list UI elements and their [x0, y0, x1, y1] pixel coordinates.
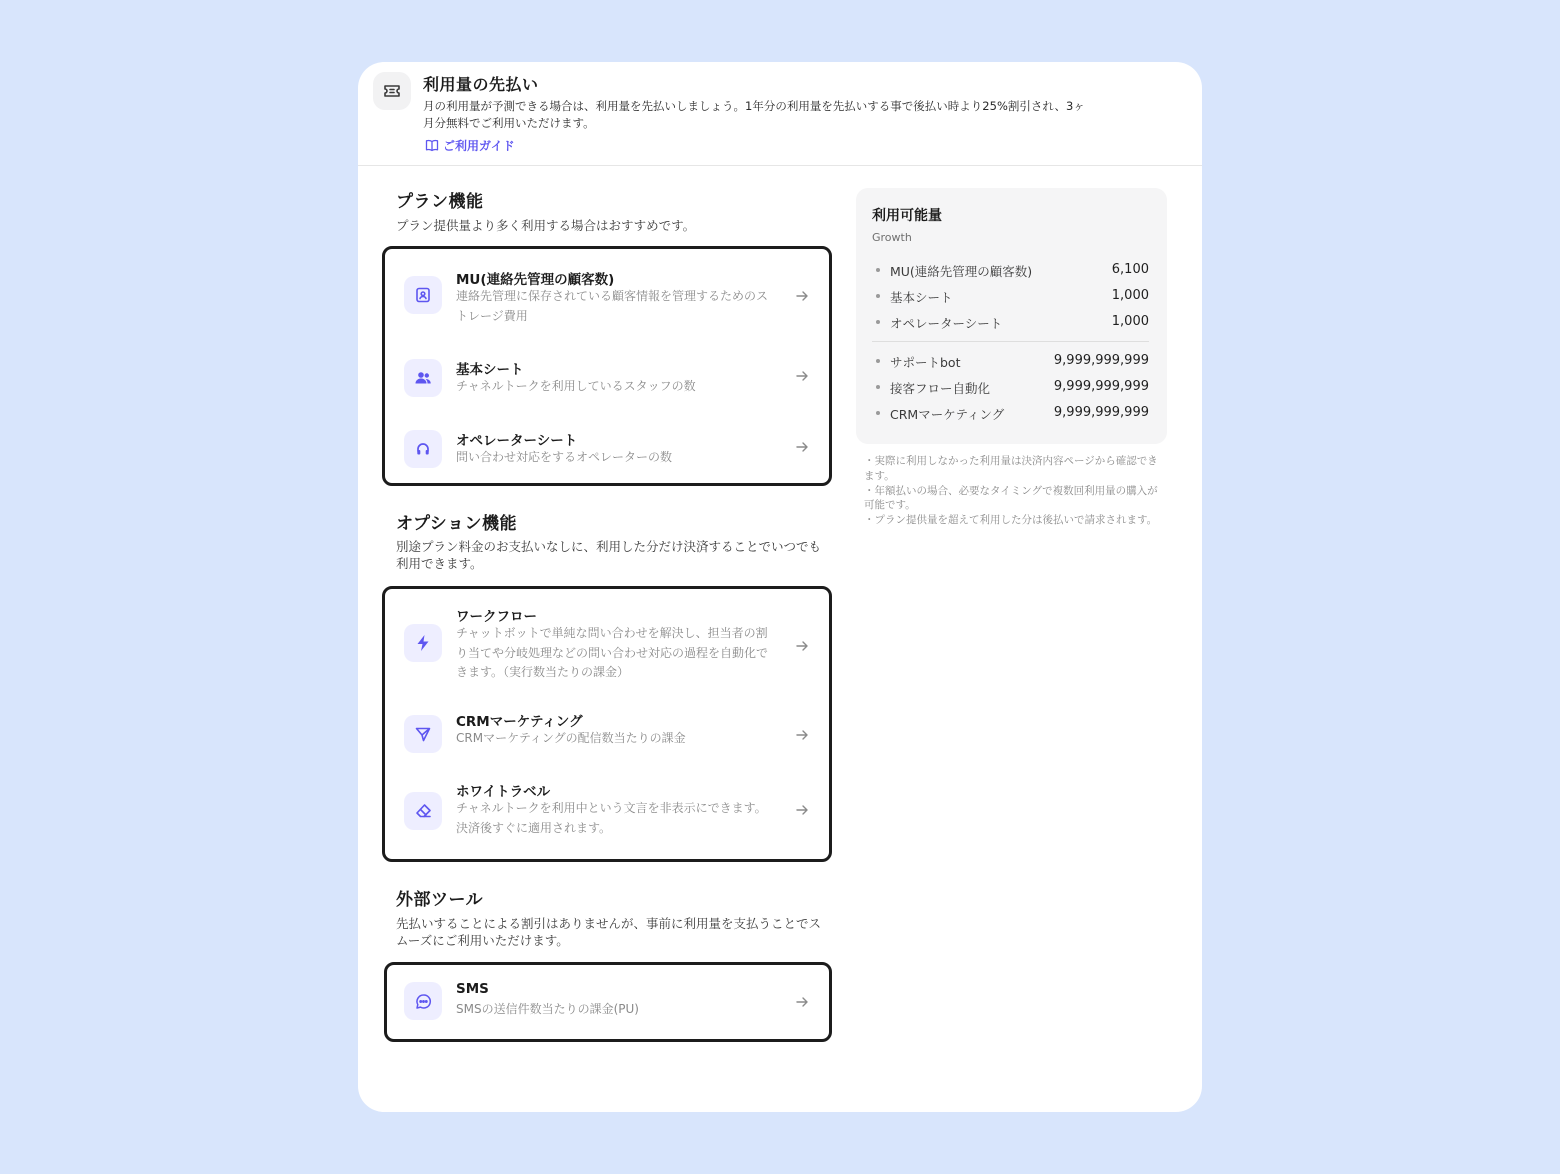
- list-item-sms[interactable]: [387, 965, 829, 1039]
- page-description: 月の利用量が予測できる場合は、利用量を先払いしましょう。1年分の利用量を先払いする事で後払い時より25%割引され、3ヶ月分無料でご利用いただけます。: [423, 99, 1085, 130]
- header: [358, 62, 1202, 166]
- bullet: [876, 385, 880, 389]
- arrow-right-icon: [795, 728, 809, 742]
- available-row: [876, 286, 1149, 306]
- list-item-basic-seat[interactable]: [385, 346, 829, 417]
- arrow-right-icon: [795, 995, 809, 1009]
- arrow-right-icon: [795, 639, 809, 653]
- item-title: ワークフロー: [456, 609, 537, 625]
- arrow-right-icon: [795, 803, 809, 817]
- book-icon: [425, 139, 439, 152]
- item-description: チャットボットで単純な問い合わせを解決し、担当者の割り当てや分岐処理などの問い合わせ対応の過程を自動化できます。（実行数当たりの課金）: [456, 626, 769, 679]
- item-title: ホワイトラベル: [456, 784, 551, 800]
- item-title: オペレーターシート: [456, 433, 578, 449]
- bullet: [876, 411, 880, 415]
- users-icon: [404, 359, 442, 397]
- available-value: 1,000: [1111, 314, 1149, 329]
- prepay-card: [358, 62, 1202, 1112]
- available-value: 9,999,999,999: [1053, 353, 1149, 368]
- available-row: [876, 260, 1149, 280]
- item-description: 問い合わせ対応をするオペレーターの数: [456, 450, 673, 464]
- available-label: CRMマーケティング: [890, 407, 1005, 422]
- note-item: ・プラン提供量を超えて利用した分は後払いで請求されます。: [864, 514, 1158, 527]
- note-item: ・実際に利用しなかった利用量は決済内容ページから確認できます。: [864, 455, 1158, 482]
- note-item: ・年額払いの場合、必要なタイミングで複数回利用量の購入が可能です。: [864, 484, 1158, 512]
- available-label: 基本シート: [890, 290, 953, 305]
- chat-bubble-icon: [404, 982, 442, 1020]
- plan-name: Growth: [872, 231, 912, 244]
- send-icon: [404, 715, 442, 753]
- item-title: 基本シート: [456, 362, 524, 378]
- bullet: [876, 320, 880, 324]
- eraser-icon: [404, 792, 442, 830]
- available-value: 9,999,999,999: [1053, 405, 1149, 420]
- available-row: [876, 377, 1149, 397]
- section-desc-plan: プラン提供量より多く利用する場合はおすすめです。: [396, 218, 696, 233]
- available-row: [876, 312, 1149, 332]
- item-description: チャネルトークを利用中という文言を非表示にできます。決済後すぐに適用されます。: [456, 801, 767, 835]
- item-title: SMS: [456, 981, 489, 997]
- item-description: チャネルトークを利用しているスタッフの数: [456, 379, 696, 393]
- option-items-group: [382, 586, 832, 862]
- available-label: MU(連絡先管理の顧客数): [890, 264, 1033, 279]
- guide-link-label: ご利用ガイド: [443, 139, 515, 153]
- list-item-operator-seat[interactable]: [385, 417, 829, 483]
- available-row: [876, 403, 1149, 423]
- list-item-white-label[interactable]: [385, 769, 829, 859]
- list-item-crm-marketing[interactable]: [385, 695, 829, 769]
- section-title-option: オプション機能: [396, 514, 517, 534]
- item-title: MU(連絡先管理の顧客数): [456, 272, 615, 288]
- arrow-right-icon: [795, 369, 809, 383]
- external-items-group: [384, 962, 832, 1042]
- available-value: 9,999,999,999: [1053, 379, 1149, 394]
- available-panel: [856, 188, 1167, 444]
- contact-card-icon: [404, 276, 442, 314]
- available-row: [876, 351, 1149, 371]
- list-item-workflow[interactable]: [385, 589, 829, 695]
- lightning-icon: [404, 624, 442, 662]
- ticket-icon: [373, 72, 411, 110]
- available-label: オペレーターシート: [890, 316, 1003, 331]
- arrow-right-icon: [795, 289, 809, 303]
- divider: [872, 341, 1149, 342]
- item-description: SMSの送信件数当たりの課金(PU): [456, 1002, 639, 1016]
- list-item-mu[interactable]: [385, 249, 829, 346]
- available-label: サポートbot: [890, 355, 961, 370]
- headset-icon: [404, 430, 442, 468]
- bullet: [876, 268, 880, 272]
- arrow-right-icon: [795, 440, 809, 454]
- available-value: 1,000: [1111, 288, 1149, 303]
- section-desc-external: 先払いすることによる割引はありませんが、事前に利用量を支払うことでスムーズにご利用いただけます。: [396, 916, 822, 948]
- item-description: 連絡先管理に保存されている顧客情報を管理するためのストレージ費用: [456, 289, 769, 323]
- available-value: 6,100: [1111, 262, 1149, 277]
- guide-link[interactable]: [425, 137, 515, 154]
- section-title-external: 外部ツール: [396, 890, 484, 910]
- bullet: [876, 359, 880, 363]
- plan-items-group: [382, 246, 832, 486]
- notes: [864, 454, 1164, 528]
- available-label: 接客フロー自動化: [890, 381, 991, 396]
- section-desc-option: 別途プラン料金のお支払いなしに、利用した分だけ決済することでいつでも利用できます。: [396, 539, 822, 571]
- panel-title: 利用可能量: [872, 208, 942, 224]
- page-title: 利用量の先払い: [423, 75, 539, 94]
- bullet: [876, 294, 880, 298]
- item-title: CRMマーケティング: [456, 714, 583, 730]
- section-title-plan: プラン機能: [396, 192, 484, 212]
- item-description: CRMマーケティングの配信数当たりの課金: [456, 731, 686, 745]
